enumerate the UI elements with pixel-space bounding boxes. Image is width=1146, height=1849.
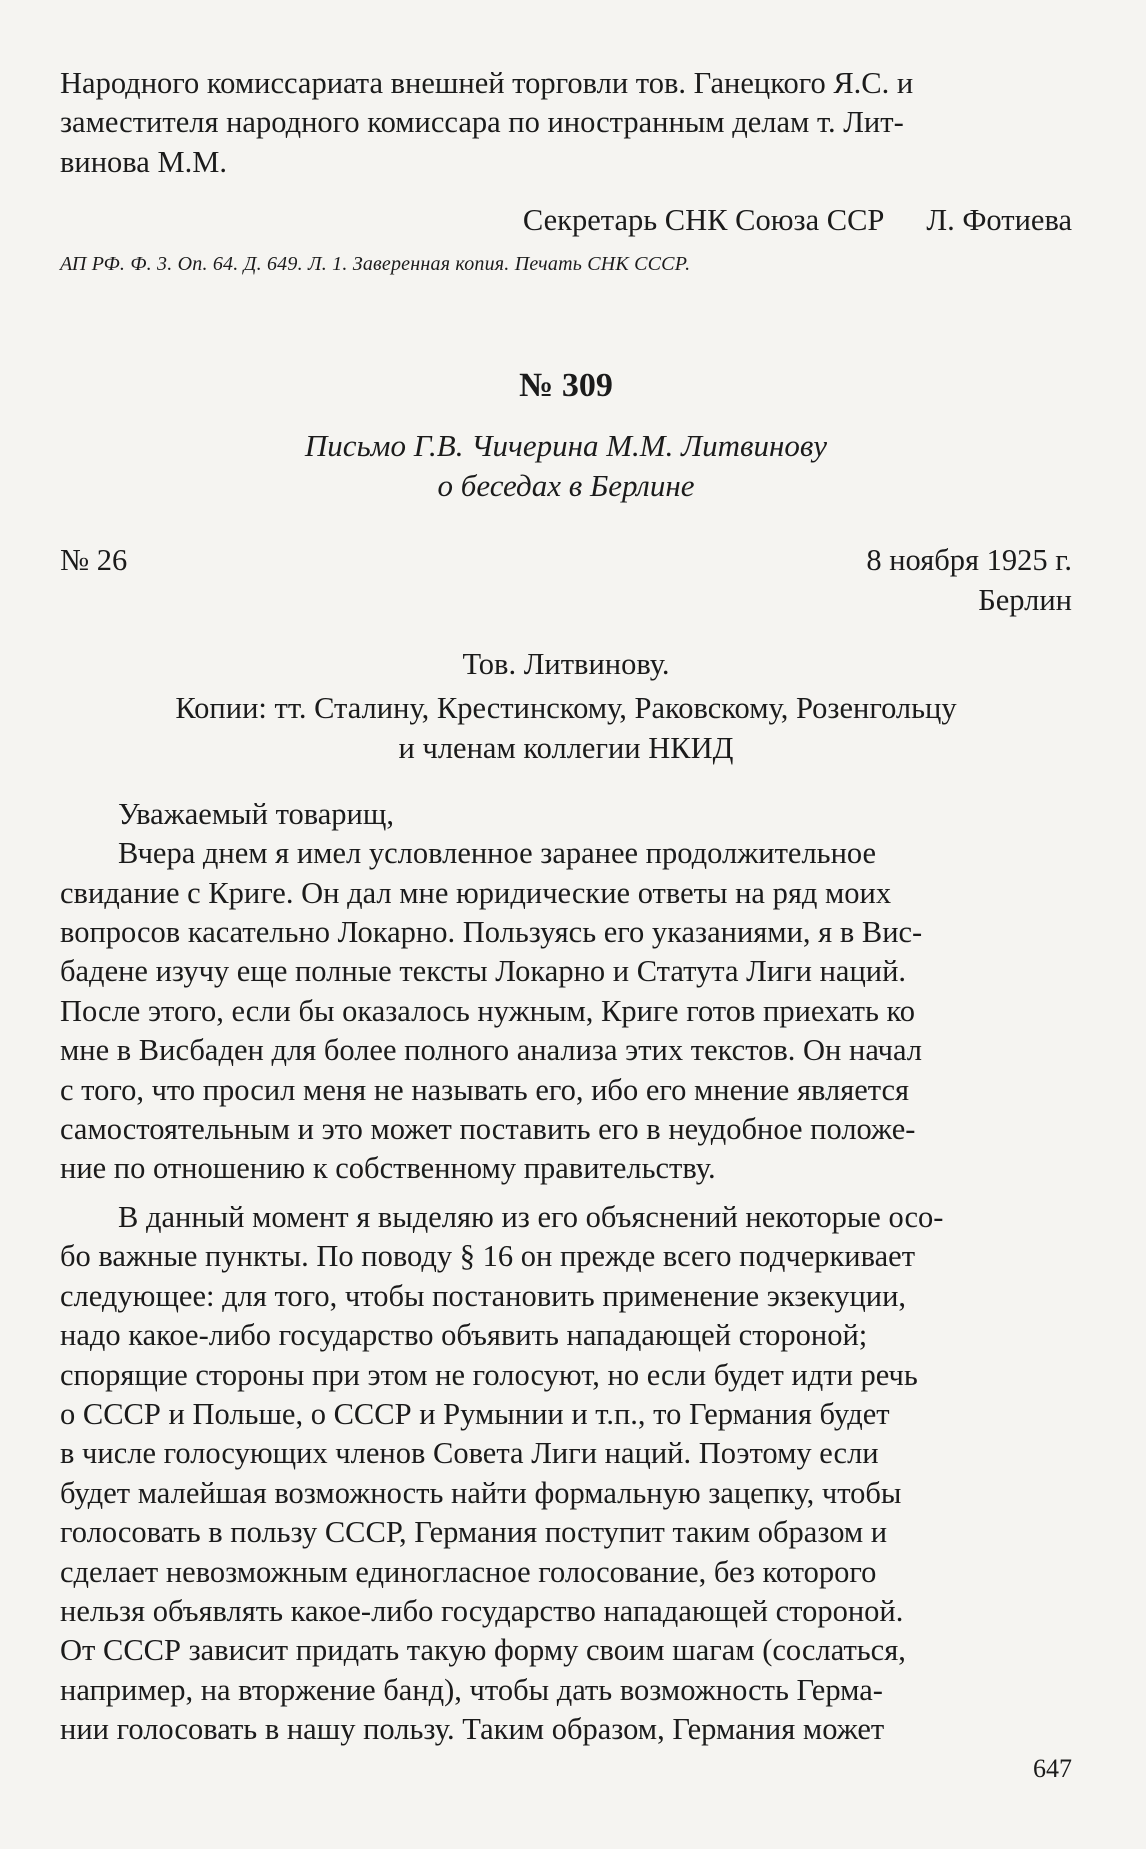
letter-place: Берлин [978,583,1072,618]
salutation: Уважаемый товарищ, [118,797,394,832]
text-line: следующее: для того, чтобы постановить применение экзекуции, [60,1278,907,1313]
text-line: бадене изучу еще полные тексты Локарно и Статута Лиги наций. [60,954,907,989]
text-line: От СССР зависит придать такую форму своим шагам (сослаться, [60,1633,906,1668]
document-title-line: Письмо Г.В. Чичерина М.М. Литвинову [304,428,828,464]
archive-reference: АП РФ. Ф. 3. Оп. 64. Д. 649. Л. 1. Заверенная копия. Печать СНК СССР. [60,253,691,276]
text-line: заместителя народного комиссара по иностранным делам т. Лит- [60,105,904,140]
document-title-line: о беседах в Берлине [437,468,695,504]
document-page [60,64,1072,1750]
letter-date: 8 ноября 1925 г. [866,543,1072,578]
text-line: нии голосовать в нашу пользу. Таким образом, Германия может [60,1712,885,1747]
text-line: мне в Висбаден для более полного анализа этих текстов. Он начал [60,1033,923,1068]
signature-position: Секретарь СНК Союза ССР [522,203,885,238]
text-line: спорящие стороны при этом не голосуют, но если будет идти речь [60,1357,918,1392]
copies-line: Копии: тт. Сталину, Крестинскому, Раковскому, Розенгольцу [175,691,957,726]
text-line: винова М.М. [60,144,227,179]
text-line: например, на вторжение банд), чтобы дать возможность Герма- [60,1672,883,1707]
document-title [60,426,1072,506]
text-line: надо какое-либо государство объявить нападающей стороной; [60,1318,868,1353]
text-line: ние по отношению к собственному правительству. [60,1151,716,1186]
copies-line: и членам коллегии НКИД [398,731,734,766]
text-line: Вчера днем я имел условленное заранее продолжительное [118,836,877,871]
document-number: № 309 [519,367,613,405]
text-line: Народного комиссариата внешней торговли тов. Ганецкого Я.С. и [60,66,914,100]
letter-meta-row [60,540,1072,580]
text-line: в числе голосующих членов Совета Лиги наций. Поэтому если [60,1436,879,1471]
text-line: бо важные пункты. По поводу § 16 он прежде всего подчеркивает [60,1239,916,1274]
outgoing-number: № 26 [60,543,128,578]
text-line: самостоятельным и это может поставить его в неудобное положе- [60,1112,916,1147]
text-line: В данный момент я выделяю из его объяснений некоторые осо- [118,1199,944,1234]
text-line: После этого, если бы оказалось нужным, Криге готов приехать ко [60,993,916,1028]
text-line: о СССР и Польше, о СССР и Румынии и т.п., то Германия будет [60,1396,890,1431]
signature-name: Л. Фотиева [926,203,1072,238]
text-line: вопросов касательно Локарно. Пользуясь его указаниями, я в Вис- [60,915,923,950]
page-number: 647 [1033,1754,1072,1783]
text-line: будет малейшая возможность найти формальную зацепку, чтобы [60,1475,902,1510]
copies-recipients [60,688,1072,768]
paragraph-2 [60,1198,1072,1750]
signature-block [60,200,1072,240]
text-line: с того, что просил меня не называть его, ибо его мнение является [60,1072,910,1107]
text-line: свидание с Криге. Он дал мне юридические ответы на ряд моих [60,875,892,910]
text-line: нельзя объявлять какое-либо государство нападающей стороной. [60,1593,904,1628]
text-line: голосовать в пользу СССР, Германия поступит таким образом и [60,1515,888,1550]
paragraph-1 [60,834,1072,1189]
addressee: Тов. Литвинову. [462,647,670,682]
text-line: сделает невозможным единогласное голосование, без которого [60,1554,877,1589]
top-paragraph [60,64,1072,182]
